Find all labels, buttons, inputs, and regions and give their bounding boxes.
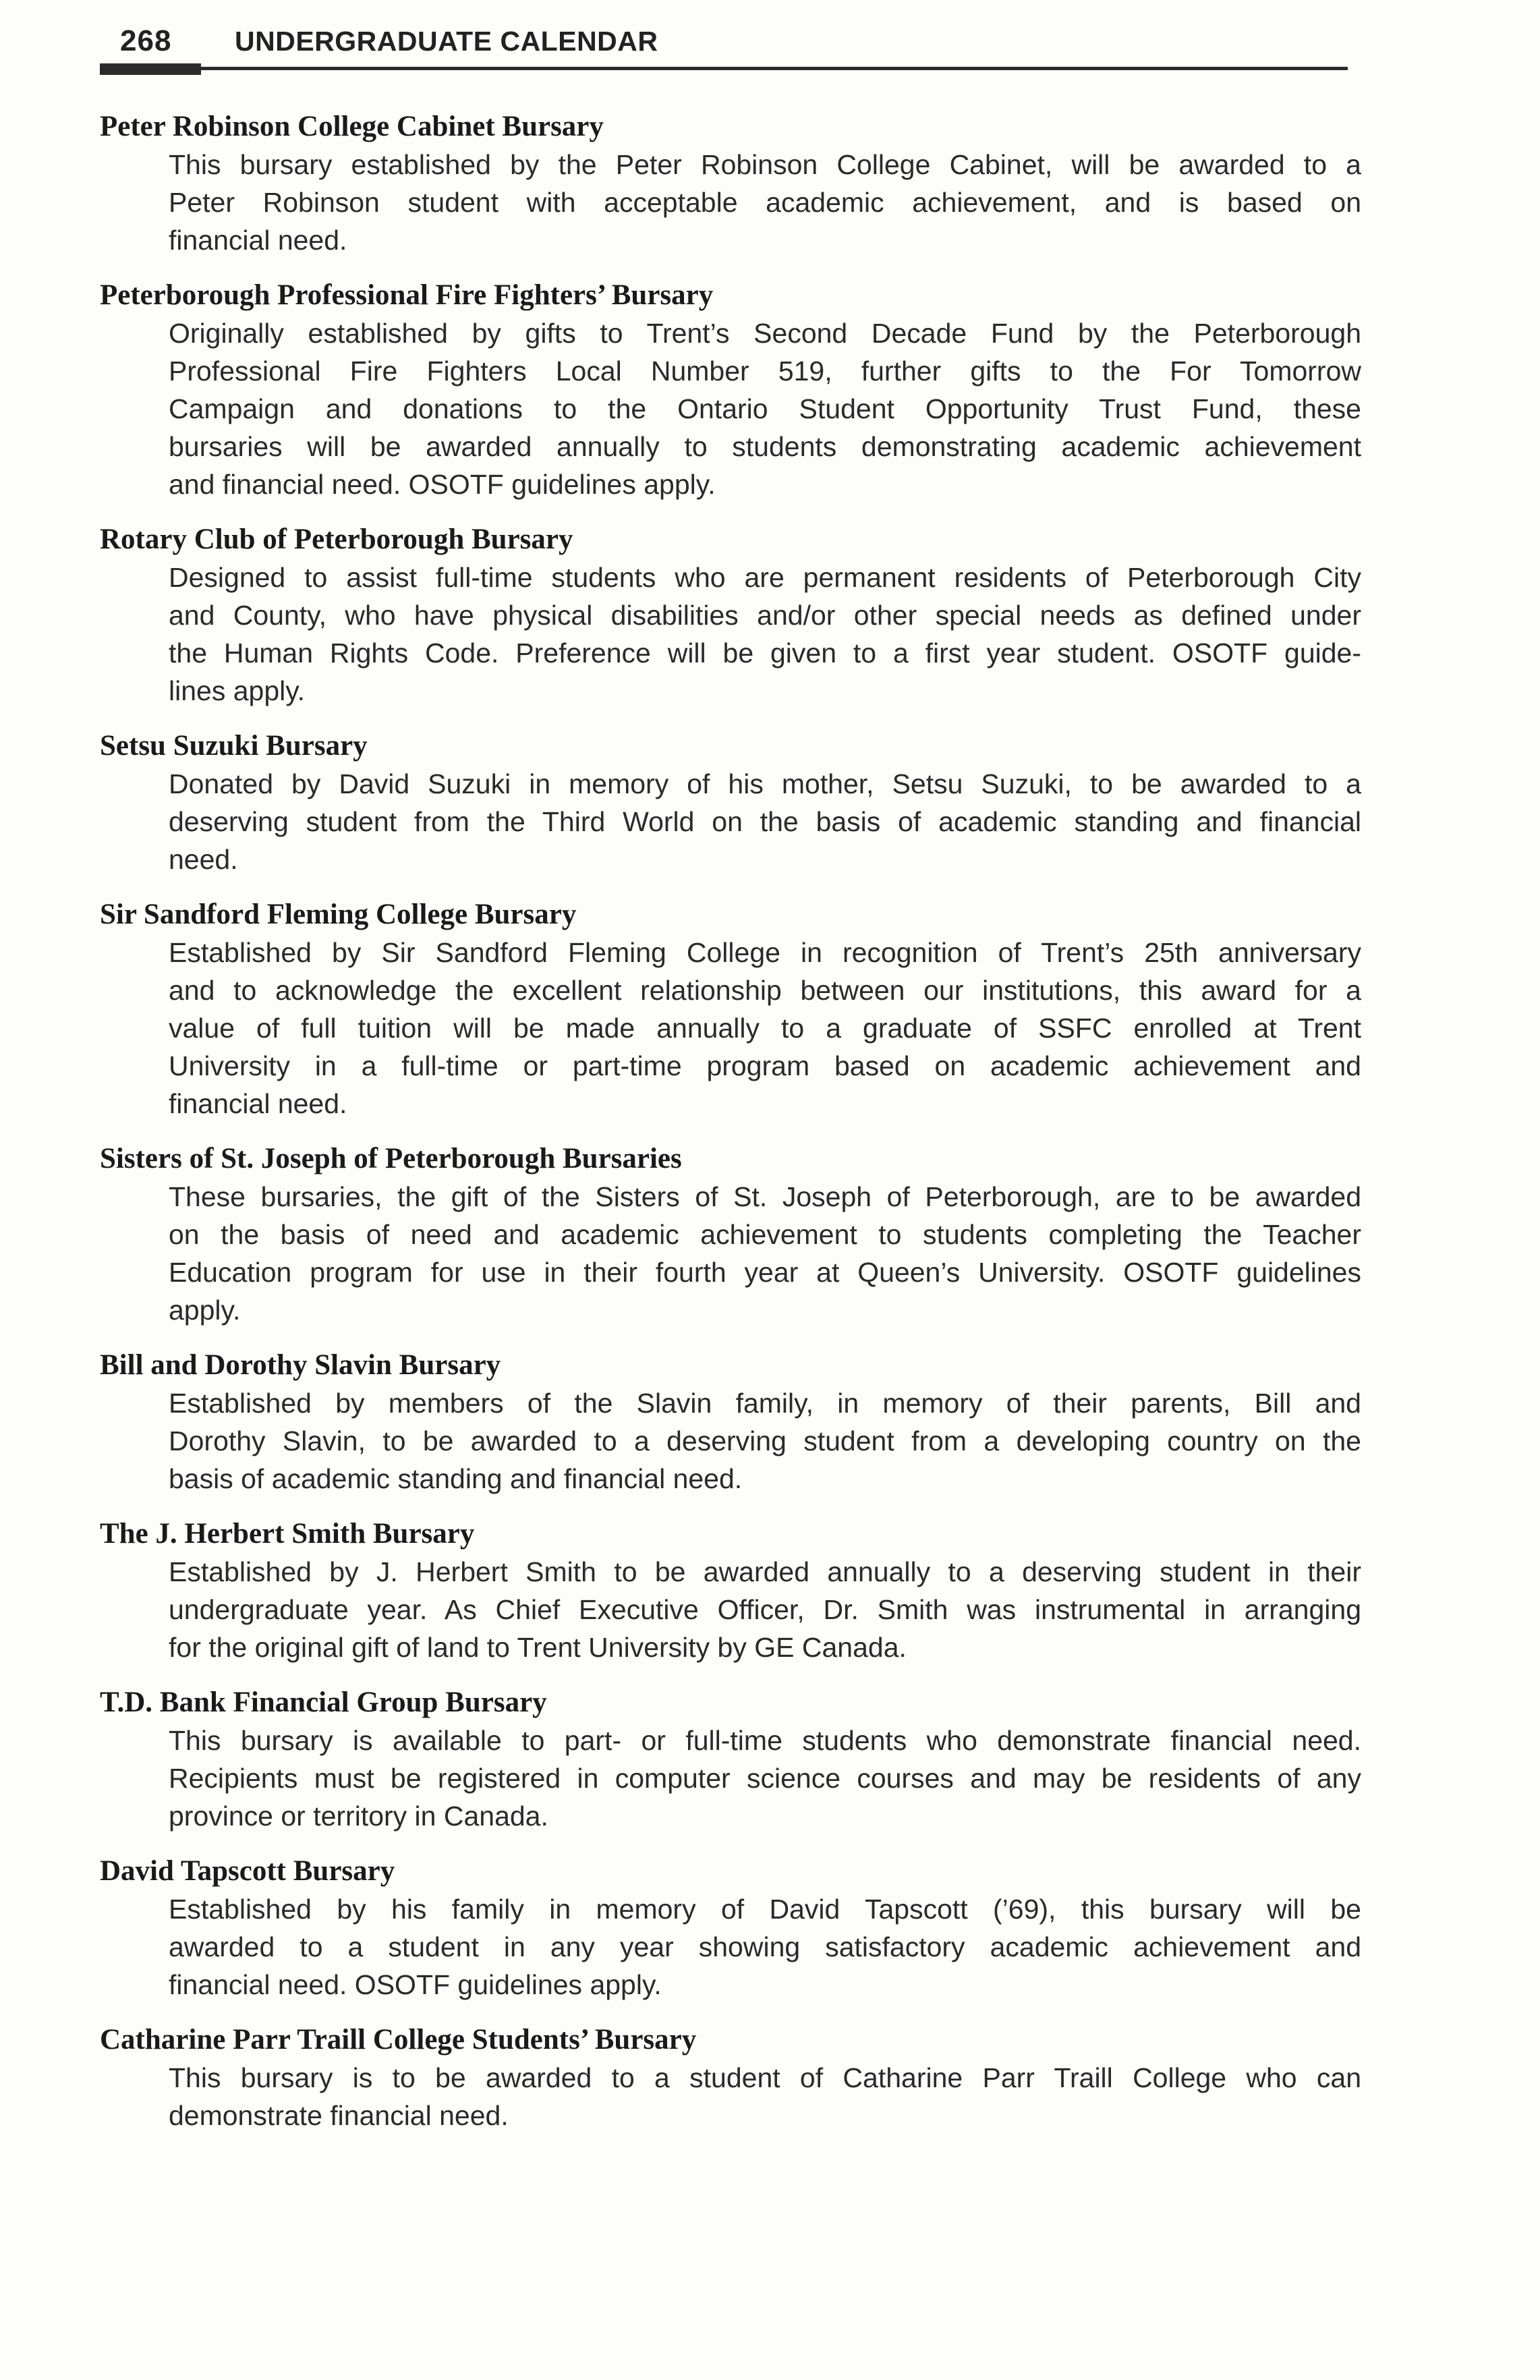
- description-line: Established by J. Herbert Smith to be awarded annually to a deserving student in their: [169, 1556, 1361, 1587]
- description-line: the Human Rights Code. Preference will be given to a first year student. OSOTF guide-: [169, 638, 1361, 669]
- bursary-entry: [100, 727, 1361, 878]
- bursary-title: T.D. Bank Financial Group Bursary: [100, 1687, 547, 1718]
- description-line: deserving student from the Third World on the basis of academic standing and financial: [169, 806, 1361, 837]
- description-line: for the original gift of land to Trent University by GE Canada.: [169, 1632, 907, 1663]
- description-line: province or territory in Canada.: [169, 1801, 548, 1832]
- description-line: Dorothy Slavin, to be awarded to a deserving student from a developing country on the: [169, 1425, 1361, 1456]
- bursary-title: Sir Sandford Fleming College Bursary: [100, 899, 577, 930]
- bursary-title: Peter Robinson College Cabinet Bursary: [100, 111, 604, 142]
- bursary-entry: [100, 1515, 1361, 1666]
- description-line: Donated by David Suzuki in memory of his mother, Setsu Suzuki, to be awarded to a: [169, 768, 1361, 799]
- bursary-description: [169, 314, 1361, 503]
- page-number: 268: [120, 24, 172, 57]
- description-line: apply.: [169, 1295, 241, 1326]
- bursary-title: Bill and Dorothy Slavin Bursary: [100, 1349, 501, 1381]
- bursary-description: [169, 559, 1361, 710]
- description-line: University in a full-time or part-time program based on academic achievement and: [169, 1050, 1361, 1081]
- bursary-description: [169, 146, 1361, 259]
- description-line: and to acknowledge the excellent relationship between our institutions, this award for a: [169, 975, 1361, 1006]
- bursary-title: Catharine Parr Traill College Students’ Bursary: [100, 2024, 697, 2056]
- description-line: This bursary is available to part- or full-time students who demonstrate financial need.: [169, 1725, 1361, 1756]
- description-line: Professional Fire Fighters Local Number 519, further gifts to the For Tomorrow: [169, 356, 1361, 387]
- description-line: These bursaries, the gift of the Sisters of St. Joseph of Peterborough, are to be awarded: [169, 1181, 1361, 1212]
- description-line: Education program for use in their fourth year at Queen’s University. OSOTF guidelines: [169, 1257, 1361, 1288]
- description-line: demonstrate financial need.: [169, 2100, 509, 2131]
- description-line: lines apply.: [169, 675, 306, 706]
- bursary-entry: [100, 277, 1361, 503]
- description-line: Established by his family in memory of David Tapscott (’69), this bursary will be: [169, 1894, 1361, 1925]
- bursary-title: Sisters of St. Joseph of Peterborough Bursaries: [100, 1143, 682, 1174]
- description-line: This bursary is to be awarded to a student of Catharine Parr Traill College who can: [169, 2062, 1361, 2093]
- description-line: Established by members of the Slavin family, in memory of their parents, Bill and: [169, 1388, 1361, 1419]
- description-line: on the basis of need and academic achievement to students completing the Teacher: [169, 1219, 1361, 1250]
- description-line: financial need.: [169, 225, 347, 256]
- description-line: Designed to assist full-time students who are permanent residents of Peterborough City: [169, 562, 1361, 593]
- description-line: and County, who have physical disabilities and/or other special needs as defined under: [169, 600, 1361, 631]
- header-rule: [100, 67, 1348, 70]
- description-line: need.: [169, 844, 238, 875]
- running-head: UNDERGRADUATE CALENDAR: [235, 26, 658, 57]
- description-line: Recipients must be registered in computer science courses and may be residents of any: [169, 1763, 1361, 1794]
- description-line: and financial need. OSOTF guidelines apply.: [169, 469, 716, 500]
- bursary-description: [169, 1890, 1361, 2004]
- description-line: basis of academic standing and financial need.: [169, 1463, 743, 1494]
- bursary-description: [169, 1553, 1361, 1666]
- bursary-entry: [100, 1347, 1361, 1498]
- description-line: undergraduate year. As Chief Executive Officer, Dr. Smith was instrumental in arranging: [169, 1594, 1361, 1625]
- bursary-description: [169, 765, 1361, 878]
- bursary-title: Rotary Club of Peterborough Bursary: [100, 523, 573, 555]
- bursary-title: Peterborough Professional Fire Fighters’ Bursary: [100, 279, 714, 311]
- description-line: Established by Sir Sandford Fleming College in recognition of Trent’s 25th anniversary: [169, 937, 1361, 968]
- description-line: bursaries will be awarded annually to students demonstrating academic achievement: [169, 431, 1361, 462]
- description-line: awarded to a student in any year showing satisfactory academic achievement and: [169, 1931, 1361, 1962]
- description-line: Peter Robinson student with acceptable academic achievement, and is based on: [169, 187, 1361, 218]
- bursary-entry: [100, 521, 1361, 710]
- page-header: [100, 20, 1348, 81]
- description-line: This bursary established by the Peter Robinson College Cabinet, will be awarded to a: [169, 149, 1361, 180]
- bursary-description: [169, 2059, 1361, 2134]
- bursary-description: [169, 1722, 1361, 1835]
- description-line: financial need. OSOTF guidelines apply.: [169, 1969, 662, 2000]
- bursary-title: Setsu Suzuki Bursary: [100, 730, 368, 762]
- bursary-title: The J. Herbert Smith Bursary: [100, 1518, 475, 1550]
- description-line: Originally established by gifts to Trent’s Second Decade Fund by the Peterborough: [169, 318, 1361, 349]
- description-line: Campaign and donations to the Ontario Student Opportunity Trust Fund, these: [169, 393, 1361, 424]
- bursary-description: [169, 934, 1361, 1123]
- bursary-entry: [100, 896, 1361, 1123]
- bursary-description: [169, 1384, 1361, 1498]
- bursary-description: [169, 1178, 1361, 1329]
- bursary-entry: [100, 108, 1361, 259]
- bursary-entry: [100, 2021, 1361, 2134]
- bursary-entry: [100, 1852, 1361, 2004]
- bursary-list: [100, 108, 1361, 2152]
- bursary-entry: [100, 1684, 1361, 1835]
- bursary-entry: [100, 1140, 1361, 1329]
- description-line: value of full tuition will be made annually to a graduate of SSFC enrolled at Trent: [169, 1013, 1361, 1044]
- description-line: financial need.: [169, 1088, 347, 1119]
- bursary-title: David Tapscott Bursary: [100, 1855, 395, 1887]
